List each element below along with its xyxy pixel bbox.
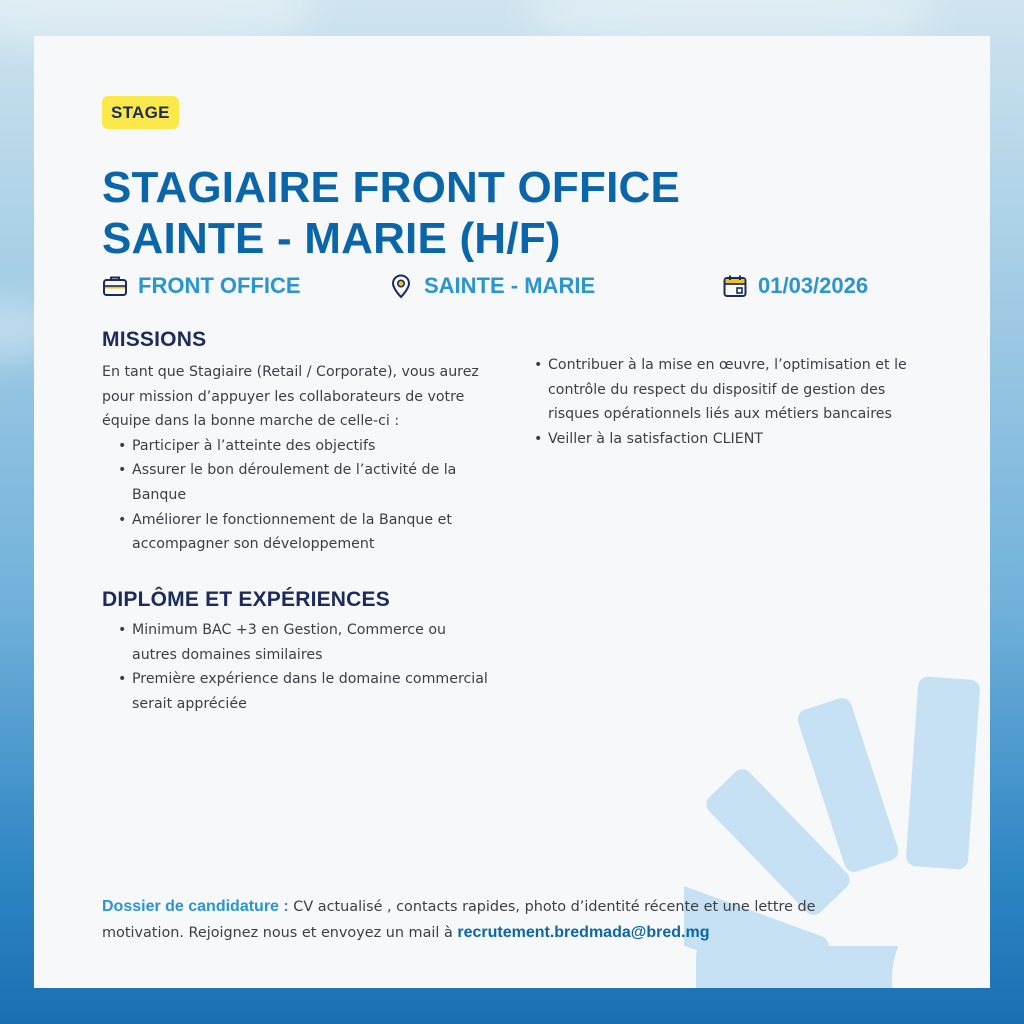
missions-heading: MISSIONS	[102, 328, 207, 351]
department-meta	[102, 271, 301, 301]
job-title-line-2: SAINTE - MARIE (H/F)	[102, 214, 561, 263]
location-meta	[388, 271, 595, 301]
list-item: • Veiller à la satisfaction CLIENT	[532, 427, 932, 452]
job-title-line-1: STAGIAIRE FRONT OFFICE	[102, 163, 681, 212]
diploma-list	[102, 618, 492, 716]
list-item: • Contribuer à la mise en œuvre, l’optimisation et le contrôle du respect du dispositif de gestion des risques opérationnels liés aux métiers bancaires	[532, 353, 932, 427]
internship-badge: STAGE	[102, 96, 179, 129]
application-label: Dossier de candidature :	[102, 898, 289, 915]
missions-content	[102, 360, 492, 557]
department-label: FRONT OFFICE	[138, 273, 301, 298]
missions-list-right	[532, 353, 932, 451]
briefcase-icon	[102, 273, 128, 299]
list-item: • Améliorer le fonctionnement de la Banque et accompagner son développement	[102, 508, 492, 557]
diploma-content	[102, 618, 492, 716]
date-label: 01/03/2026	[758, 273, 869, 298]
location-pin-icon	[388, 273, 414, 299]
application-text: CV actualisé , contacts rapides, photo d’identité récente et une lettre de motivation. Rejoignez nous et envoyez un mail à	[102, 899, 816, 941]
email-link[interactable]: recrutement.bredmada@bred.mg	[457, 924, 710, 941]
diploma-heading: DIPLÔME ET EXPÉRIENCES	[102, 588, 390, 611]
missions-list	[102, 434, 492, 557]
date-meta	[722, 271, 868, 301]
job-title	[102, 162, 922, 264]
application-info	[102, 894, 862, 946]
missions-content-right	[532, 353, 932, 451]
location-label: SAINTE - MARIE	[424, 273, 596, 298]
list-item: • Minimum BAC +3 en Gestion, Commerce ou autres domaines similaires	[102, 618, 492, 667]
calendar-icon	[722, 273, 748, 299]
list-item: • Assurer le bon déroulement de l’activité de la Banque	[102, 458, 492, 507]
list-item: • Première expérience dans le domaine commercial serait appréciée	[102, 667, 492, 716]
list-item: • Participer à l’atteinte des objectifs	[102, 434, 492, 459]
job-posting-card	[34, 36, 990, 988]
missions-intro: En tant que Stagiaire (Retail / Corporate), vous aurez pour mission d’appuyer les collaborateurs de votre équipe dans la bonne marche de celle-ci :	[102, 364, 479, 430]
